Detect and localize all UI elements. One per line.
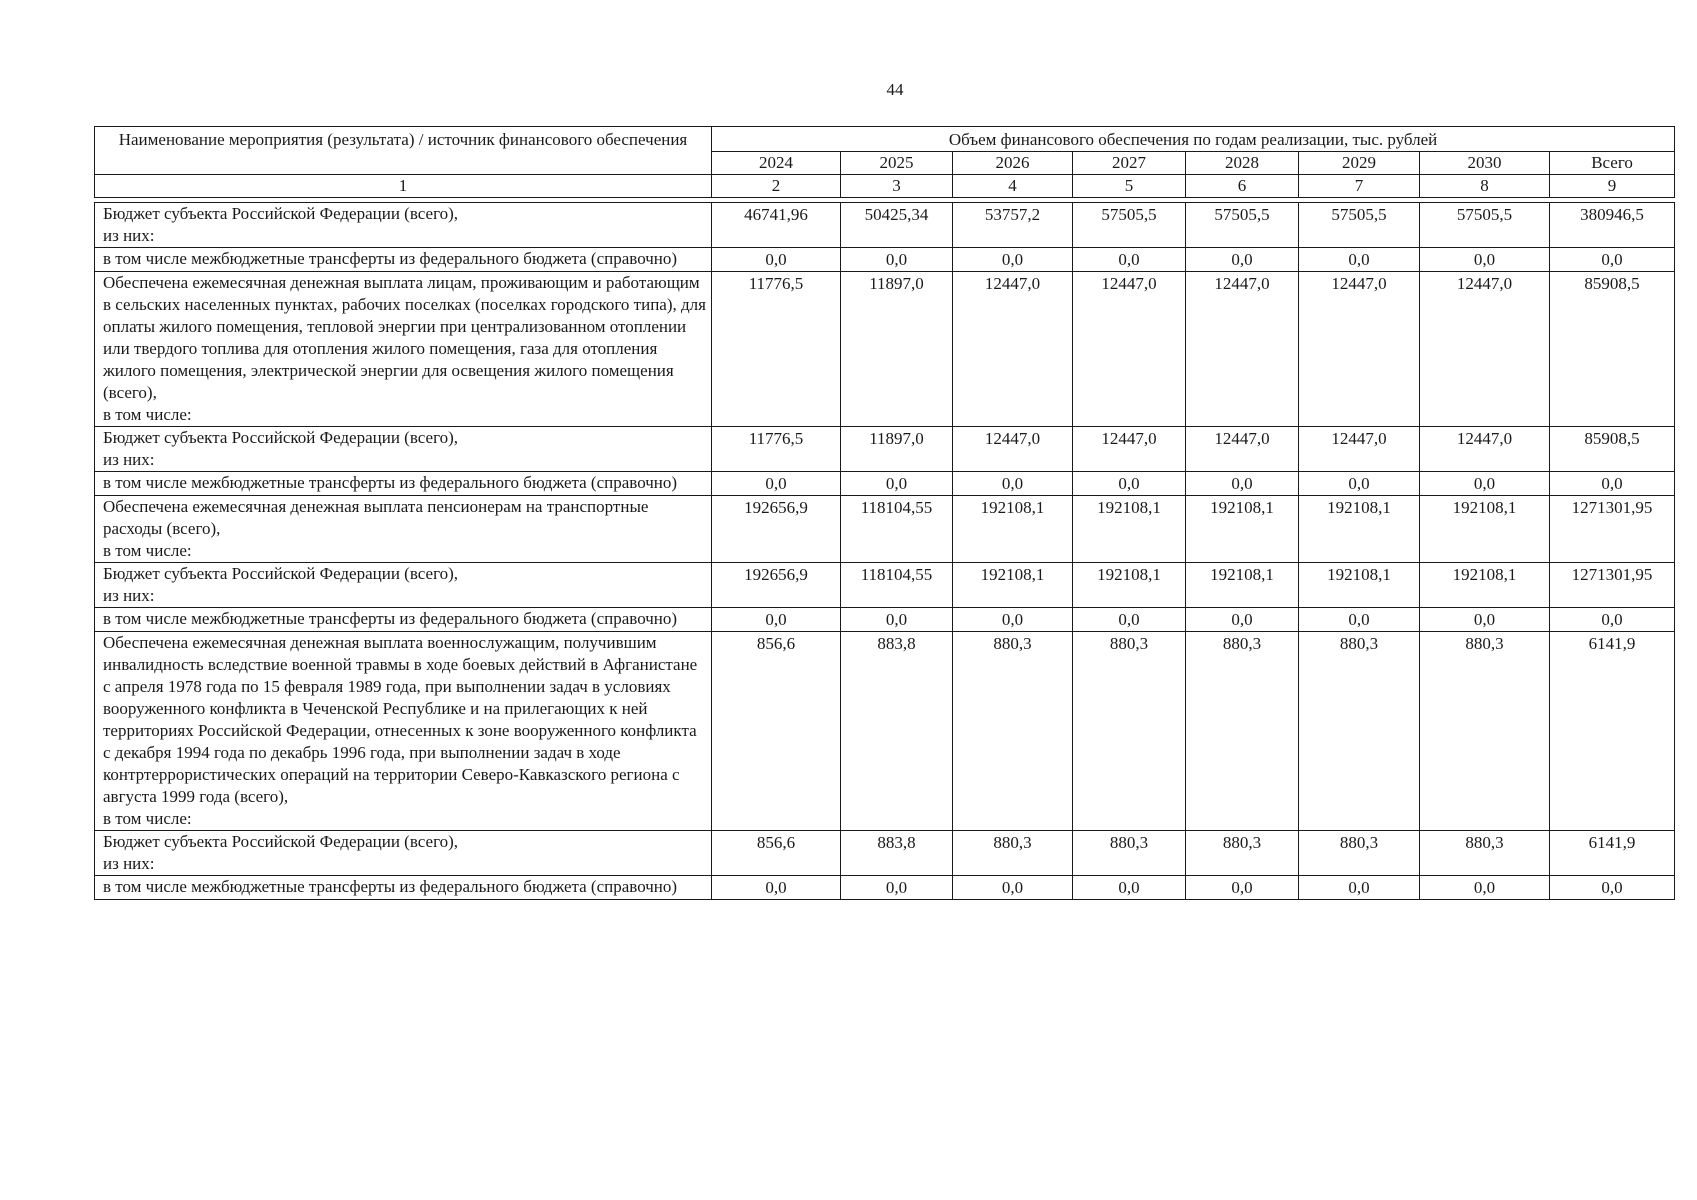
row-value: 0,0 — [953, 876, 1073, 900]
name-column-header: Наименование мероприятия (результата) / источник финансового обеспечения — [95, 127, 712, 175]
row-name: в том числе межбюджетные трансферты из федерального бюджета (справочно) — [95, 876, 712, 900]
row-total: 380946,5 — [1550, 203, 1675, 248]
row-value: 192108,1 — [1073, 496, 1186, 563]
row-value: 192108,1 — [1420, 563, 1550, 608]
row-value: 57505,5 — [1299, 203, 1420, 248]
row-value: 57505,5 — [1186, 203, 1299, 248]
row-value: 50425,34 — [841, 203, 953, 248]
row-value: 880,3 — [1420, 831, 1550, 876]
row-value: 192108,1 — [1299, 496, 1420, 563]
funding-group-header: Объем финансового обеспечения по годам реализации, тыс. рублей — [712, 127, 1675, 152]
row-name: в том числе межбюджетные трансферты из федерального бюджета (справочно) — [95, 608, 712, 632]
table-row — [95, 563, 1675, 608]
row-name: в том числе межбюджетные трансферты из федерального бюджета (справочно) — [95, 472, 712, 496]
row-value: 192108,1 — [953, 496, 1073, 563]
table-row — [95, 472, 1675, 496]
row-total: 6141,9 — [1550, 831, 1675, 876]
page-number: 44 — [886, 80, 904, 99]
row-value: 0,0 — [1186, 608, 1299, 632]
row-value: 11897,0 — [841, 272, 953, 427]
row-value: 880,3 — [953, 632, 1073, 831]
row-value: 0,0 — [1073, 472, 1186, 496]
table-row — [95, 876, 1675, 900]
row-value: 0,0 — [1420, 608, 1550, 632]
column-number: 8 — [1420, 175, 1550, 198]
row-value: 11897,0 — [841, 427, 953, 472]
row-value: 0,0 — [841, 608, 953, 632]
year-header: 2026 — [953, 152, 1073, 175]
row-name: Обеспечена ежемесячная денежная выплата военнослужащим, получившим инвалидность вследствие военной травмы в ходе боевых действий в Афганистане с апреля 1978 года по 15 февраля 1989 года, при выполнении задач в условиях вооруженного конфликта в Чеченской Республике и на прилегающих к ней территориях Российской Федерации, отнесенных к зоне вооруженного конфликта с декабря 1994 года по декабрь 1996 года, при выполнении задач в ходе контртеррористических операций на территории Северо-Кавказского региона с августа 1999 года (всего), в том числе: — [95, 632, 712, 831]
row-value: 0,0 — [712, 472, 841, 496]
row-value: 57505,5 — [1420, 203, 1550, 248]
row-value: 192656,9 — [712, 563, 841, 608]
row-value: 880,3 — [1186, 831, 1299, 876]
row-value: 192108,1 — [1420, 496, 1550, 563]
row-value: 0,0 — [1186, 876, 1299, 900]
row-value: 192108,1 — [953, 563, 1073, 608]
row-value: 12447,0 — [1299, 272, 1420, 427]
table-row — [95, 248, 1675, 272]
row-value: 0,0 — [1299, 608, 1420, 632]
row-value: 0,0 — [953, 248, 1073, 272]
row-value: 0,0 — [953, 472, 1073, 496]
table-row — [95, 608, 1675, 632]
column-number: 5 — [1073, 175, 1186, 198]
row-value: 12447,0 — [1073, 427, 1186, 472]
column-number: 6 — [1186, 175, 1299, 198]
row-value: 880,3 — [1186, 632, 1299, 831]
row-total: 6141,9 — [1550, 632, 1675, 831]
row-value: 192656,9 — [712, 496, 841, 563]
row-value: 192108,1 — [1186, 563, 1299, 608]
row-value: 0,0 — [1420, 248, 1550, 272]
row-value: 0,0 — [1186, 472, 1299, 496]
row-total: 85908,5 — [1550, 427, 1675, 472]
row-value: 0,0 — [1299, 248, 1420, 272]
column-number: 4 — [953, 175, 1073, 198]
row-total: 0,0 — [1550, 876, 1675, 900]
year-header: 2027 — [1073, 152, 1186, 175]
row-value: 0,0 — [841, 876, 953, 900]
row-value: 0,0 — [1073, 608, 1186, 632]
row-value: 12447,0 — [1420, 272, 1550, 427]
row-total: 0,0 — [1550, 472, 1675, 496]
row-total: 1271301,95 — [1550, 563, 1675, 608]
row-value: 880,3 — [1299, 831, 1420, 876]
row-value: 192108,1 — [1299, 563, 1420, 608]
row-value: 118104,55 — [841, 496, 953, 563]
row-value: 883,8 — [841, 831, 953, 876]
row-value: 12447,0 — [1186, 272, 1299, 427]
year-header: 2024 — [712, 152, 841, 175]
row-value: 0,0 — [953, 608, 1073, 632]
year-header: 2030 — [1420, 152, 1550, 175]
year-header: 2028 — [1186, 152, 1299, 175]
table-row — [95, 427, 1675, 472]
row-value: 880,3 — [1073, 632, 1186, 831]
row-value: 12447,0 — [1073, 272, 1186, 427]
row-value: 0,0 — [712, 876, 841, 900]
row-value: 12447,0 — [953, 272, 1073, 427]
row-value: 53757,2 — [953, 203, 1073, 248]
row-value: 11776,5 — [712, 427, 841, 472]
row-value: 856,6 — [712, 831, 841, 876]
row-value: 0,0 — [841, 472, 953, 496]
row-value: 192108,1 — [1073, 563, 1186, 608]
row-value: 46741,96 — [712, 203, 841, 248]
row-value: 12447,0 — [1420, 427, 1550, 472]
row-total: 0,0 — [1550, 608, 1675, 632]
table-row — [95, 272, 1675, 427]
row-value: 856,6 — [712, 632, 841, 831]
year-header: 2025 — [841, 152, 953, 175]
column-number: 3 — [841, 175, 953, 198]
financing-table — [94, 126, 1675, 900]
year-header: 2029 — [1299, 152, 1420, 175]
row-value: 0,0 — [712, 608, 841, 632]
table-row — [95, 496, 1675, 563]
row-value: 12447,0 — [1299, 427, 1420, 472]
column-number: 9 — [1550, 175, 1675, 198]
row-name: Бюджет субъекта Российской Федерации (всего), из них: — [95, 831, 712, 876]
row-value: 57505,5 — [1073, 203, 1186, 248]
row-value: 0,0 — [1186, 248, 1299, 272]
row-name: в том числе межбюджетные трансферты из федерального бюджета (справочно) — [95, 248, 712, 272]
row-value: 880,3 — [953, 831, 1073, 876]
row-name: Обеспечена ежемесячная денежная выплата лицам, проживающим и работающим в сельских населенных пунктах, рабочих поселках (поселках городского типа), для оплаты жилого помещения, тепловой энергии при централизованном отоплении или твердого топлива для отопления жилого помещения, газа для отопления жилого помещения, электрической энергии для освещения жилого помещения (всего), в том числе: — [95, 272, 712, 427]
row-value: 12447,0 — [953, 427, 1073, 472]
row-name: Бюджет субъекта Российской Федерации (всего), из них: — [95, 427, 712, 472]
row-value: 0,0 — [1299, 472, 1420, 496]
row-value: 883,8 — [841, 632, 953, 831]
row-value: 880,3 — [1420, 632, 1550, 831]
table-row — [95, 632, 1675, 831]
row-value: 0,0 — [841, 248, 953, 272]
total-header: Всего — [1550, 152, 1675, 175]
row-total: 85908,5 — [1550, 272, 1675, 427]
row-value: 11776,5 — [712, 272, 841, 427]
row-value: 0,0 — [712, 248, 841, 272]
row-name: Бюджет субъекта Российской Федерации (всего), из них: — [95, 203, 712, 248]
row-name: Обеспечена ежемесячная денежная выплата пенсионерам на транспортные расходы (всего), в том числе: — [95, 496, 712, 563]
table-row — [95, 831, 1675, 876]
row-value: 0,0 — [1420, 876, 1550, 900]
row-total: 0,0 — [1550, 248, 1675, 272]
row-name: Бюджет субъекта Российской Федерации (всего), из них: — [95, 563, 712, 608]
row-value: 0,0 — [1073, 876, 1186, 900]
row-value: 12447,0 — [1186, 427, 1299, 472]
row-value: 0,0 — [1073, 248, 1186, 272]
row-total: 1271301,95 — [1550, 496, 1675, 563]
row-value: 118104,55 — [841, 563, 953, 608]
row-value: 880,3 — [1073, 831, 1186, 876]
row-value: 192108,1 — [1186, 496, 1299, 563]
row-value: 880,3 — [1299, 632, 1420, 831]
column-number: 1 — [95, 175, 712, 198]
row-value: 0,0 — [1420, 472, 1550, 496]
table-body — [95, 203, 1675, 900]
row-value: 0,0 — [1299, 876, 1420, 900]
column-number: 2 — [712, 175, 841, 198]
table-row — [95, 203, 1675, 248]
column-number: 7 — [1299, 175, 1420, 198]
